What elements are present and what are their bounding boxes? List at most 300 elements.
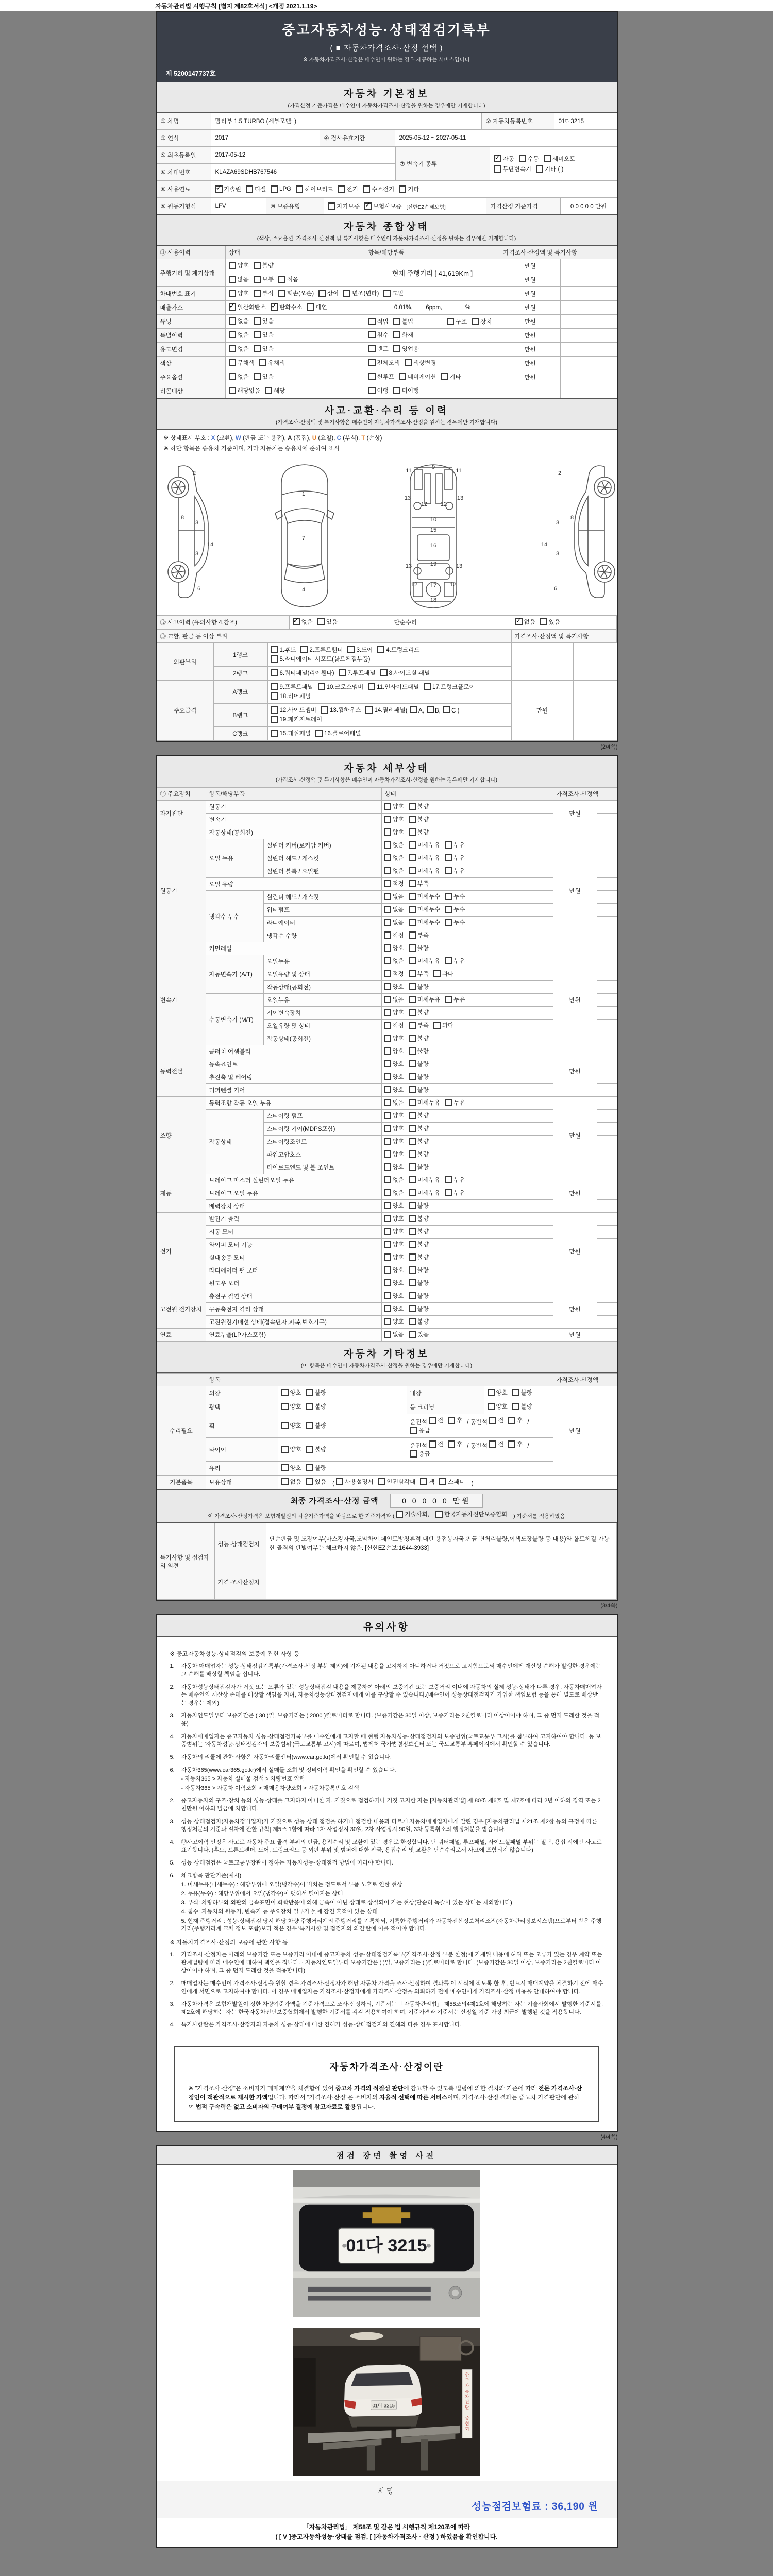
checkbox-option[interactable] <box>265 386 285 395</box>
checkbox-option[interactable] <box>410 1450 430 1458</box>
checkbox-option[interactable] <box>364 202 402 210</box>
checkbox-icon <box>409 1331 416 1338</box>
checkbox-label: 미세누유 <box>417 997 441 1004</box>
checkbox-option[interactable] <box>409 1240 429 1248</box>
checkbox-option[interactable] <box>540 618 560 626</box>
checkbox-option[interactable] <box>384 1098 404 1107</box>
checkbox-option[interactable] <box>409 1124 429 1132</box>
checkbox-option[interactable] <box>488 1388 508 1397</box>
checkbox-icon <box>281 1478 289 1485</box>
checkbox-option[interactable] <box>409 828 429 836</box>
checkbox-option[interactable] <box>281 1388 301 1397</box>
checkbox-label: 불량 <box>417 1229 429 1235</box>
notice-text: 특기사항란은 가격조사·산정자의 자동차 성능·상태에 대한 견해가 성능·상태점검자의 견해와 다를 경우 표시합니다. <box>181 2022 462 2028</box>
checkbox-option[interactable] <box>409 1073 429 1081</box>
checkbox-label: 양호 <box>392 817 404 823</box>
checkbox-option[interactable] <box>409 944 429 952</box>
checkbox-icon <box>365 706 373 714</box>
checkbox-option[interactable] <box>384 1253 404 1261</box>
checkbox-option[interactable] <box>512 1388 532 1397</box>
checkbox-option[interactable] <box>384 1047 404 1055</box>
checkbox-option[interactable] <box>409 1021 429 1029</box>
checkbox-option[interactable] <box>307 303 327 311</box>
etc-item-label: 광택 <box>206 1400 278 1414</box>
checkbox-option[interactable] <box>271 669 334 677</box>
checkbox-icon <box>384 1112 391 1119</box>
checkbox-option[interactable] <box>472 317 492 326</box>
checkbox-option[interactable] <box>384 828 404 836</box>
checkbox-label: 양호 <box>392 1203 404 1210</box>
checkbox-option[interactable] <box>409 1266 429 1274</box>
basic-items-label: 기본품목 <box>157 1476 206 1489</box>
checkbox-option[interactable] <box>254 261 274 269</box>
basic-info-subrow <box>157 164 395 180</box>
checkbox-group <box>384 918 470 926</box>
segment-text: 운전석 <box>410 1443 429 1450</box>
checkbox-option[interactable] <box>321 706 361 714</box>
checkbox-option[interactable] <box>254 289 274 297</box>
checkbox-option[interactable] <box>384 1176 404 1184</box>
checkbox-option[interactable] <box>378 1478 416 1486</box>
checkbox-option[interactable] <box>536 165 563 173</box>
checkbox-option[interactable] <box>271 715 323 723</box>
checkbox-option[interactable] <box>384 802 404 810</box>
checkbox-option[interactable] <box>384 1073 404 1081</box>
accident-history-table <box>157 615 617 741</box>
device-state-options <box>381 955 553 968</box>
checkbox-label: 미세누유 <box>417 1100 441 1107</box>
checkbox-option[interactable] <box>384 944 404 952</box>
checkbox-option[interactable] <box>445 867 465 875</box>
checkbox-option[interactable] <box>384 1137 404 1145</box>
checkbox-option[interactable] <box>254 372 274 381</box>
price-note <box>560 329 617 343</box>
checkbox-icon <box>265 387 272 394</box>
detail-table <box>157 787 617 1342</box>
checkbox-option[interactable] <box>409 815 429 823</box>
checkbox-label: 불량 <box>417 1061 429 1068</box>
checkbox-option[interactable] <box>488 1402 508 1411</box>
checkbox-option[interactable] <box>368 386 389 395</box>
checkbox-option[interactable] <box>512 1402 532 1411</box>
checkbox-option[interactable] <box>215 185 241 193</box>
checkbox-option[interactable] <box>254 317 274 325</box>
checkbox-option[interactable] <box>317 618 338 626</box>
price-head-label: 가격조사·산정액 및 특기사항 <box>511 630 616 643</box>
checkbox-option[interactable] <box>409 982 429 991</box>
diagram-shape <box>414 470 423 489</box>
checkbox-label: 미세누유 <box>417 855 441 862</box>
etc-basic-row <box>157 1476 617 1489</box>
checkbox-option[interactable] <box>409 918 440 926</box>
checkbox-option[interactable] <box>384 1163 404 1171</box>
checkbox-icon <box>229 290 236 297</box>
checkbox-option[interactable] <box>368 683 419 691</box>
checkbox-option[interactable] <box>409 1279 429 1287</box>
checkbox-option[interactable] <box>384 1111 404 1120</box>
checkbox-option[interactable] <box>508 1440 523 1448</box>
checkbox-option[interactable] <box>448 1416 462 1425</box>
checkbox-group <box>229 372 278 381</box>
checkbox-option[interactable] <box>433 970 453 978</box>
checkbox-option[interactable] <box>420 1478 434 1486</box>
checkbox-option[interactable] <box>409 1137 429 1145</box>
checkbox-option[interactable] <box>254 345 274 353</box>
checkbox-option[interactable] <box>393 331 413 339</box>
checkbox-option[interactable] <box>368 359 400 367</box>
checkbox-option[interactable] <box>347 646 373 654</box>
checkbox-option[interactable] <box>229 303 266 311</box>
checkbox-icon <box>384 816 391 823</box>
checkbox-option[interactable] <box>409 1330 429 1338</box>
checkbox-option[interactable] <box>318 289 339 297</box>
checkbox-option[interactable] <box>519 155 539 163</box>
checkbox-label: 무단변속기 <box>502 166 532 173</box>
checkbox-label: 불량 <box>417 1087 429 1094</box>
checkbox-option[interactable] <box>409 995 440 1004</box>
checkbox-option[interactable] <box>365 706 459 714</box>
checkbox-option[interactable] <box>409 879 429 888</box>
checkbox-option[interactable] <box>445 1098 465 1107</box>
state-options <box>225 259 365 273</box>
checkbox-option[interactable] <box>306 1445 326 1453</box>
checkbox-option[interactable] <box>445 995 465 1004</box>
checkbox-option[interactable] <box>384 841 404 849</box>
checkbox-icon <box>368 387 376 394</box>
price-box-segment: 입니다. 따라서 "가격조사·산정"은 소비자의 <box>267 2094 380 2101</box>
checkbox-option[interactable] <box>409 1098 440 1107</box>
checkbox-option[interactable] <box>384 995 404 1004</box>
checkbox-option[interactable] <box>229 261 249 269</box>
checkbox-option[interactable] <box>293 618 313 626</box>
checkbox-option[interactable] <box>281 1478 301 1486</box>
checkbox-icon <box>443 706 450 713</box>
document-header <box>157 12 617 82</box>
checkbox-option[interactable] <box>445 1189 465 1197</box>
checkbox-group <box>384 1214 433 1223</box>
checkbox-option[interactable] <box>409 1060 429 1068</box>
checkbox-option[interactable] <box>409 1034 429 1042</box>
checkbox-option[interactable] <box>384 931 404 939</box>
checkbox-option[interactable] <box>409 841 440 849</box>
checkbox-option[interactable] <box>271 692 311 700</box>
checkbox-engineer-society[interactable]: 기술사회, <box>396 1510 429 1518</box>
checkbox-label: 적법 <box>377 319 389 325</box>
checkbox-option[interactable] <box>306 1388 326 1397</box>
checkbox-option[interactable] <box>343 289 379 297</box>
checkbox-option[interactable] <box>368 345 389 353</box>
checkbox-option[interactable] <box>384 892 404 901</box>
checkbox-label: 과다 <box>442 971 454 978</box>
checkbox-option[interactable] <box>271 303 302 311</box>
checkbox-option[interactable] <box>384 879 404 888</box>
checkbox-option[interactable] <box>384 1021 404 1029</box>
checkbox-option[interactable] <box>254 331 274 339</box>
car-diagram-area <box>157 457 617 615</box>
etc-price: 만원 <box>553 1386 597 1476</box>
checkbox-option[interactable] <box>363 185 394 193</box>
checkbox-option[interactable] <box>409 1214 429 1223</box>
final-price-note <box>157 1510 617 1520</box>
checkbox-option[interactable] <box>399 185 419 193</box>
checkbox-option[interactable] <box>384 1124 404 1132</box>
checkbox-option[interactable] <box>281 1464 301 1472</box>
device-price: 만원 <box>553 1097 597 1174</box>
checkbox-option[interactable] <box>384 1060 404 1068</box>
checkbox-option[interactable] <box>254 275 274 283</box>
checkbox-option[interactable] <box>409 1008 429 1016</box>
checkbox-option[interactable] <box>384 1317 404 1326</box>
checkbox-option[interactable] <box>300 646 343 654</box>
checkbox-label: 많음 <box>237 277 249 283</box>
checkbox-label: 부식 <box>262 291 274 297</box>
state-options <box>225 343 365 357</box>
checkbox-label: 양호 <box>392 1010 404 1016</box>
checkbox-group <box>336 1478 470 1486</box>
rank-table <box>157 643 617 741</box>
usage-history-label: 주요옵션 <box>157 370 225 384</box>
checkbox-option[interactable] <box>409 1163 429 1171</box>
checkbox-option[interactable] <box>445 957 465 965</box>
checkbox-option[interactable] <box>384 1330 404 1338</box>
checkbox-option[interactable] <box>278 289 314 297</box>
checkbox-option[interactable] <box>409 892 440 901</box>
checkbox-option[interactable] <box>409 1189 440 1197</box>
checkbox-icon <box>429 1440 436 1448</box>
checkbox-label: 부족 <box>417 1023 429 1029</box>
checkbox-option[interactable] <box>271 185 291 193</box>
checkbox-option[interactable] <box>424 683 475 691</box>
checkbox-icon <box>281 1389 289 1396</box>
car-name-label: ① 차명 <box>157 113 211 129</box>
checkbox-option[interactable] <box>489 1416 503 1425</box>
checkbox-option[interactable] <box>384 1189 404 1197</box>
tire-position-options <box>407 1438 553 1462</box>
checkbox-option[interactable] <box>409 1150 429 1158</box>
checkbox-option[interactable] <box>368 372 394 381</box>
checkbox-option[interactable] <box>494 165 532 173</box>
checkbox-option[interactable] <box>229 345 249 353</box>
checkbox-label: 스패너 <box>448 1479 465 1486</box>
panel-record <box>156 11 618 742</box>
checkbox-option[interactable] <box>441 372 461 381</box>
checkbox-option[interactable] <box>336 1478 374 1486</box>
checkbox-option[interactable] <box>384 905 404 913</box>
checkbox-icon <box>254 345 261 352</box>
checkbox-option[interactable] <box>409 1304 429 1313</box>
checkbox-option[interactable] <box>393 345 419 353</box>
checkbox-option[interactable] <box>368 317 389 326</box>
checkbox-option[interactable] <box>409 1086 429 1094</box>
detail-column-header: 가격조사·산정액 <box>553 788 617 801</box>
checkbox-option[interactable] <box>338 185 358 193</box>
checkbox-option[interactable] <box>409 1227 429 1235</box>
checkbox-option[interactable] <box>445 841 465 849</box>
checkbox-label: 전 <box>438 1418 444 1425</box>
checkbox-label: 미세누수 <box>417 894 441 901</box>
checkbox-option[interactable] <box>306 1478 326 1486</box>
checkbox-option[interactable] <box>229 275 249 283</box>
checkbox-option[interactable] <box>318 683 364 691</box>
checkbox-option[interactable] <box>271 655 371 663</box>
checkbox-option[interactable] <box>229 331 249 339</box>
checkbox-option[interactable] <box>377 646 419 654</box>
base-price-value: 0 0 0 0 0 만원 <box>570 204 607 210</box>
checkbox-option[interactable] <box>339 669 376 677</box>
checkbox-option[interactable] <box>306 1402 326 1411</box>
checkbox-option[interactable] <box>259 359 285 367</box>
checkbox-group <box>281 1478 331 1486</box>
checkbox-option[interactable] <box>515 618 535 626</box>
checkbox-option[interactable] <box>409 970 429 978</box>
checkbox-option[interactable] <box>278 275 298 283</box>
checkbox-label: 없음 <box>392 868 404 875</box>
checkbox-option[interactable] <box>544 155 575 163</box>
checkbox-option[interactable] <box>409 957 440 965</box>
checkbox-option[interactable] <box>384 1304 404 1313</box>
checkbox-option[interactable] <box>384 957 404 965</box>
checkbox-option[interactable] <box>393 386 419 395</box>
checkbox-option[interactable] <box>328 202 360 210</box>
checkbox-option[interactable] <box>409 931 429 939</box>
checkbox-option[interactable] <box>410 1426 430 1434</box>
checkbox-option[interactable] <box>384 982 404 991</box>
device-group-label: 고전원 전기장치 <box>157 1290 206 1329</box>
checkbox-option[interactable] <box>271 646 296 654</box>
checkbox-option[interactable] <box>429 1440 443 1448</box>
checkbox-option[interactable] <box>281 1445 301 1453</box>
checkbox-option[interactable] <box>384 854 404 862</box>
checkbox-label: 훼손(오손) <box>287 291 314 297</box>
checkbox-option[interactable] <box>409 1317 429 1326</box>
checkbox-option[interactable] <box>489 1440 503 1448</box>
checkbox-option[interactable] <box>445 892 465 901</box>
checkbox-option[interactable] <box>409 905 440 913</box>
checkbox-option[interactable] <box>429 1416 443 1425</box>
rank-row <box>157 681 617 704</box>
notice-item <box>170 1951 603 1975</box>
checkbox-option[interactable] <box>399 372 436 381</box>
checkbox-option[interactable] <box>448 1440 462 1448</box>
device-item-label: 와이퍼 모터 기능 <box>206 1239 381 1251</box>
checkbox-option[interactable] <box>384 1214 404 1223</box>
checkbox-option[interactable] <box>445 854 465 862</box>
checkbox-option[interactable] <box>384 1279 404 1287</box>
checkbox-icon <box>409 1305 416 1312</box>
checkbox-option[interactable] <box>383 289 404 297</box>
checkbox-option[interactable] <box>384 1227 404 1235</box>
state-options <box>225 357 365 370</box>
checkbox-option[interactable] <box>384 867 404 875</box>
checkbox-option[interactable] <box>384 1266 404 1274</box>
checkbox-option[interactable] <box>409 1176 440 1184</box>
checkbox-option[interactable] <box>409 802 429 810</box>
checkbox-option[interactable] <box>271 683 313 691</box>
checkbox-icon <box>393 331 400 338</box>
checkbox-option[interactable] <box>296 185 333 193</box>
checkbox-option[interactable] <box>229 359 255 367</box>
checkbox-option[interactable] <box>405 359 436 367</box>
checkbox-option[interactable] <box>409 854 440 862</box>
checkbox-option[interactable] <box>384 1201 404 1210</box>
checkbox-option[interactable] <box>384 1150 404 1158</box>
checkbox-option[interactable] <box>271 729 311 737</box>
checkbox-option[interactable] <box>433 1021 453 1029</box>
checkbox-option[interactable] <box>409 1201 429 1210</box>
checkbox-option[interactable] <box>384 970 404 978</box>
checkbox-option[interactable] <box>384 815 404 823</box>
checkbox-label: 미세누유 <box>417 1177 441 1184</box>
checkbox-option[interactable] <box>271 706 317 714</box>
checkbox-icon <box>409 1292 416 1299</box>
checkbox-group <box>384 828 433 836</box>
detail-row <box>157 1290 617 1303</box>
checkbox-option[interactable] <box>384 1292 404 1300</box>
checkbox-option[interactable] <box>229 386 260 395</box>
checkbox-option[interactable] <box>409 1253 429 1261</box>
holding-state-options: 없음 있음 ( 사용설명서 안전삼각대 잭 스패너 ) <box>278 1476 553 1489</box>
notice-number: 4. <box>170 2022 175 2028</box>
checkbox-option[interactable] <box>409 867 440 875</box>
checkbox-option[interactable] <box>409 1047 429 1055</box>
checkbox-option[interactable] <box>246 185 266 193</box>
checkbox-option[interactable] <box>306 1421 326 1430</box>
device-item-label: 배력장치 상태 <box>206 1200 381 1213</box>
checkbox-option[interactable] <box>445 918 465 926</box>
checkbox-option[interactable] <box>447 317 467 326</box>
checkbox-option[interactable] <box>445 1176 465 1184</box>
checkbox-option[interactable] <box>384 1086 404 1094</box>
device-price-note <box>597 865 617 878</box>
warranty-options <box>324 198 486 214</box>
checkbox-icon <box>409 1086 416 1093</box>
checkbox-option[interactable] <box>229 372 249 381</box>
page-mark-4: (4/4쪽) <box>600 2133 618 2140</box>
device-state-options <box>381 839 553 852</box>
checkbox-option[interactable] <box>281 1402 301 1411</box>
checkbox-option[interactable] <box>439 1478 465 1486</box>
device-item-label: 기어변속장치 <box>263 1007 381 1020</box>
checkbox-option[interactable] <box>409 1292 429 1300</box>
checkbox-option[interactable] <box>384 1240 404 1248</box>
checkbox-label: 불량 <box>417 984 429 991</box>
photo-rear-lift <box>157 2323 617 2481</box>
checkbox-option[interactable] <box>384 1034 404 1042</box>
checkbox-option[interactable] <box>445 905 465 913</box>
legend-text: (판금 또는 용접), <box>241 435 288 442</box>
checkbox-option[interactable] <box>494 155 514 163</box>
detail-row <box>157 1097 617 1110</box>
device-item-label: 고전원전기배선 상태(접속단자,피복,보호기구) <box>206 1316 381 1329</box>
checkbox-option[interactable] <box>229 289 249 297</box>
checkbox-label: 기타 <box>449 374 461 380</box>
checkbox-option[interactable] <box>368 331 389 339</box>
checkbox-kada[interactable]: 한국자동차진단보증협회 <box>435 1510 507 1518</box>
checkbox-option[interactable] <box>409 1111 429 1120</box>
checkbox-option[interactable] <box>306 1464 326 1472</box>
checkbox-option[interactable] <box>384 918 404 926</box>
checkbox-option[interactable] <box>380 669 430 677</box>
checkbox-option[interactable] <box>315 729 361 737</box>
checkbox-option[interactable] <box>229 317 249 325</box>
checkbox-option[interactable] <box>393 317 413 326</box>
device-price-note <box>597 1329 617 1342</box>
checkbox-option[interactable] <box>508 1416 523 1425</box>
checkbox-option[interactable] <box>281 1421 301 1430</box>
diagram-number: 9 <box>431 464 435 471</box>
checkbox-icon <box>384 1022 391 1029</box>
checkbox-option[interactable] <box>384 1008 404 1016</box>
